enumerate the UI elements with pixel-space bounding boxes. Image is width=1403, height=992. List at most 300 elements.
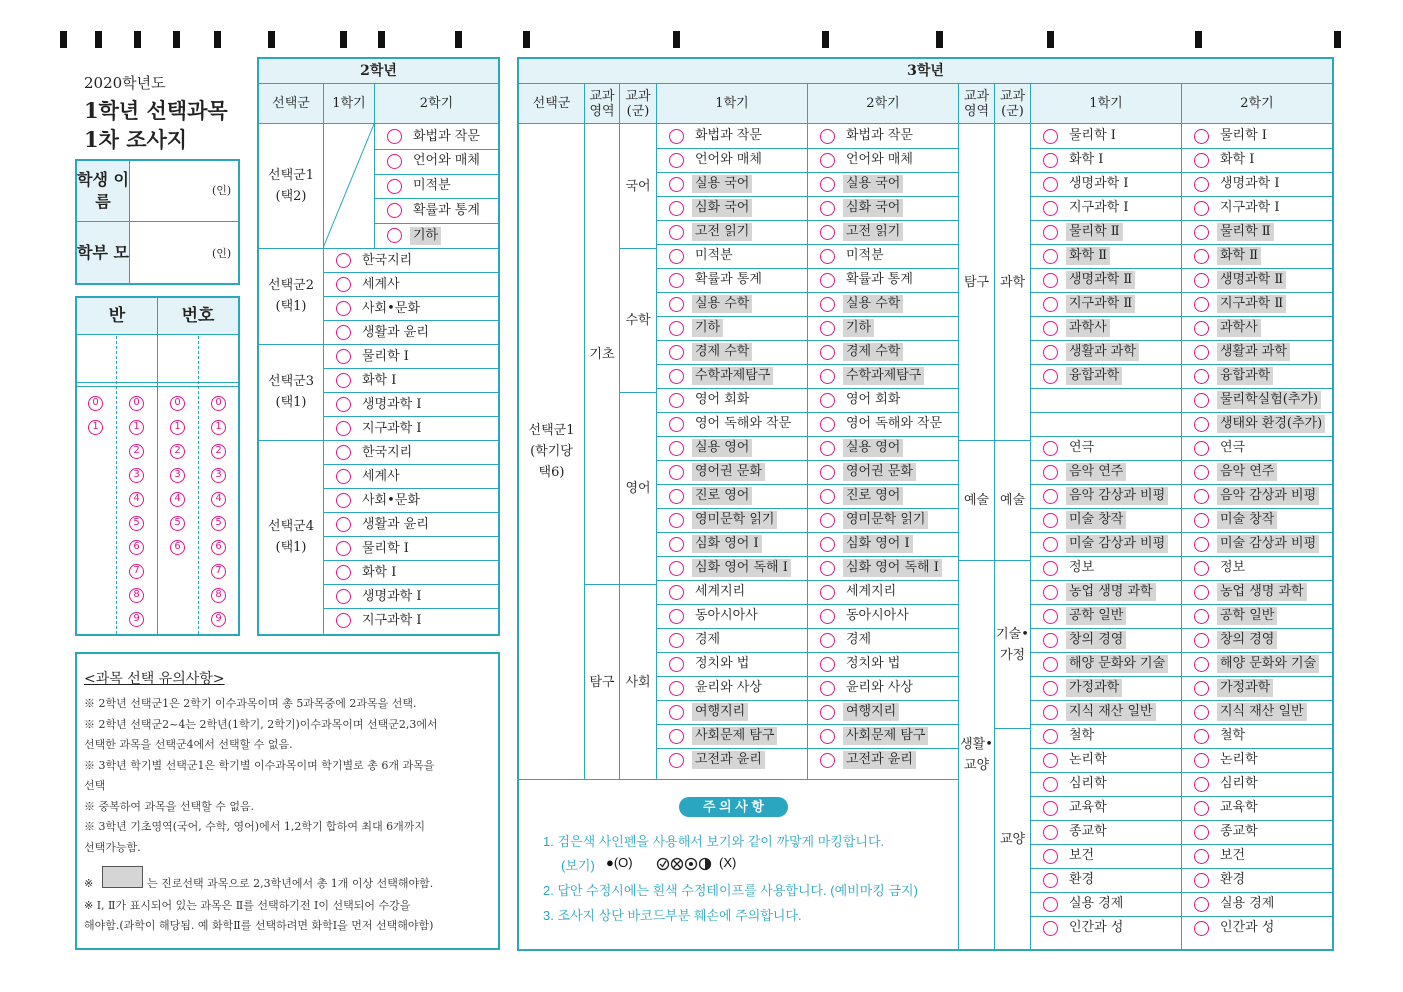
g3-right-sem1-option-bubble[interactable] [1043,225,1058,240]
g3-right-sem2-option[interactable] [1182,724,1332,748]
g2-option[interactable] [324,585,498,609]
g2-option-bubble[interactable] [336,493,351,508]
g3-right-sem1-option-bubble[interactable] [1043,513,1058,528]
g3-sem1-option[interactable] [657,436,807,460]
g3-right-sem1-option[interactable] [1031,268,1181,292]
g3-right-sem2-option[interactable] [1182,292,1332,316]
g2-option[interactable] [375,125,498,149]
g3-sem1-option-bubble[interactable] [669,153,684,168]
g3-right-sem2-option[interactable] [1182,628,1332,652]
g3-right-sem2-option[interactable] [1182,340,1332,364]
g3-right-sem1-option[interactable] [1031,676,1181,700]
g3-right-sem1-option[interactable] [1031,292,1181,316]
omr-bubble-2-8[interactable]: 8 [129,588,144,603]
g3-sem2-option[interactable] [808,508,958,532]
g2-option-bubble[interactable] [336,325,351,340]
g2-option[interactable] [324,561,498,585]
g3-right-sem2-option-bubble[interactable] [1194,153,1209,168]
g3-sem1-option-bubble[interactable] [669,249,684,264]
g3-right-sem1-option-bubble[interactable] [1043,753,1058,768]
g3-sem2-option-bubble[interactable] [820,633,835,648]
g3-right-sem1-option-bubble[interactable] [1043,273,1058,288]
g3-right-sem1-option-bubble[interactable] [1043,561,1058,576]
g3-sem2-option-bubble[interactable] [820,657,835,672]
g3-right-sem1-option-bubble[interactable] [1043,585,1058,600]
g3-right-sem1-option[interactable] [1031,484,1181,508]
omr-bubble-2-0[interactable]: 0 [129,396,144,411]
g3-sem2-option[interactable] [808,316,958,340]
g3-sem2-option[interactable] [808,484,958,508]
g3-sem1-option[interactable] [657,508,807,532]
g3-sem1-option[interactable] [657,724,807,748]
g3-sem2-option[interactable] [808,460,958,484]
g3-sem1-option-bubble[interactable] [669,681,684,696]
g3-sem2-option[interactable] [808,172,958,196]
g2-option-bubble[interactable] [387,203,402,218]
omr-bubble-4-0[interactable]: 0 [211,396,226,411]
g3-right-sem1-option-bubble[interactable] [1043,297,1058,312]
g3-right-sem1-option-bubble[interactable] [1043,489,1058,504]
g3-right-sem1-option[interactable] [1031,916,1181,940]
g3-sem2-option[interactable] [808,436,958,460]
g3-right-sem2-option-bubble[interactable] [1194,921,1209,936]
g2-option-bubble[interactable] [336,421,351,436]
g3-sem2-option[interactable] [808,700,958,724]
g2-option[interactable] [324,513,498,537]
g3-sem2-option[interactable] [808,652,958,676]
g3-sem2-option-bubble[interactable] [820,177,835,192]
g3-right-sem2-option[interactable] [1182,172,1332,196]
g3-sem1-option[interactable] [657,748,807,772]
omr-bubble-4-1[interactable]: 1 [211,420,226,435]
g3-right-sem1-option-bubble[interactable] [1043,345,1058,360]
g3-sem1-option[interactable] [657,412,807,436]
g3-sem2-option-bubble[interactable] [820,585,835,600]
g3-sem1-option-bubble[interactable] [669,513,684,528]
omr-bubble-3-1[interactable]: 1 [170,420,185,435]
g3-right-sem2-option-bubble[interactable] [1194,777,1209,792]
g3-sem1-option[interactable] [657,460,807,484]
g3-right-sem1-option-bubble[interactable] [1043,249,1058,264]
g3-right-sem1-option-bubble[interactable] [1043,801,1058,816]
g3-right-sem1-option[interactable] [1031,628,1181,652]
g3-sem2-option-bubble[interactable] [820,369,835,384]
g3-right-sem2-option[interactable] [1182,844,1332,868]
g2-option-bubble[interactable] [387,129,402,144]
g3-right-sem2-option[interactable] [1182,556,1332,580]
g3-right-sem1-option[interactable] [1031,148,1181,172]
g3-sem1-option-bubble[interactable] [669,345,684,360]
g3-sem1-option-bubble[interactable] [669,201,684,216]
g2-option-bubble[interactable] [387,154,402,169]
g2-option[interactable] [324,465,498,489]
g3-right-sem1-option-bubble[interactable] [1043,705,1058,720]
g3-right-sem1-option-bubble[interactable] [1043,825,1058,840]
g3-right-sem1-option[interactable] [1031,820,1181,844]
g2-option-bubble[interactable] [336,589,351,604]
g3-right-sem1-option[interactable] [1031,580,1181,604]
omr-bubble-4-5[interactable]: 5 [211,516,226,531]
g3-right-sem1-option[interactable] [1031,868,1181,892]
g3-right-sem1-option[interactable] [1031,172,1181,196]
g3-right-sem2-option[interactable] [1182,604,1332,628]
g3-right-sem1-option-bubble[interactable] [1043,177,1058,192]
omr-bubble-2-1[interactable]: 1 [129,420,144,435]
g3-sem2-option[interactable] [808,628,958,652]
g3-sem2-option[interactable] [808,364,958,388]
g2-option-bubble[interactable] [336,469,351,484]
g3-sem1-option-bubble[interactable] [669,633,684,648]
omr-bubble-4-3[interactable]: 3 [211,468,226,483]
g3-right-sem1-option[interactable] [1031,364,1181,388]
g3-sem2-option-bubble[interactable] [820,513,835,528]
g3-sem1-option[interactable] [657,700,807,724]
g3-sem2-option-bubble[interactable] [820,489,835,504]
g3-sem2-option-bubble[interactable] [820,249,835,264]
g3-sem2-option[interactable] [808,604,958,628]
g3-sem1-option[interactable] [657,388,807,412]
g3-sem1-option-bubble[interactable] [669,657,684,672]
g2-option-bubble[interactable] [336,301,351,316]
g3-sem1-option-bubble[interactable] [669,489,684,504]
g3-sem1-option[interactable] [657,556,807,580]
g3-right-sem2-option-bubble[interactable] [1194,297,1209,312]
g3-right-sem2-option-bubble[interactable] [1194,369,1209,384]
g2-option-bubble[interactable] [336,445,351,460]
g3-right-sem2-option[interactable] [1182,772,1332,796]
g3-right-sem2-option[interactable] [1182,268,1332,292]
g3-sem2-option[interactable] [808,580,958,604]
g3-right-sem2-option[interactable] [1182,700,1332,724]
g3-sem2-option[interactable] [808,196,958,220]
g3-sem2-option[interactable] [808,244,958,268]
g3-right-sem2-option[interactable] [1182,508,1332,532]
g2-option[interactable] [375,199,498,223]
g3-right-sem1-option[interactable] [1031,340,1181,364]
g3-right-sem1-option[interactable] [1031,700,1181,724]
g3-right-sem1-option-bubble[interactable] [1043,633,1058,648]
g3-right-sem2-option[interactable] [1182,220,1332,244]
g3-right-sem1-option[interactable] [1031,124,1181,148]
g3-sem2-option-bubble[interactable] [820,297,835,312]
g3-right-sem2-option-bubble[interactable] [1194,897,1209,912]
g3-right-sem1-option[interactable] [1031,892,1181,916]
omr-bubble-3-5[interactable]: 5 [170,516,185,531]
g2-option-bubble[interactable] [336,397,351,412]
g3-right-sem2-option[interactable] [1182,196,1332,220]
g3-right-sem1-option-bubble[interactable] [1043,537,1058,552]
g3-sem2-option[interactable] [808,148,958,172]
g3-right-sem2-option-bubble[interactable] [1194,513,1209,528]
g3-sem2-option-bubble[interactable] [820,321,835,336]
g3-sem1-option-bubble[interactable] [669,129,684,144]
g3-sem2-option-bubble[interactable] [820,417,835,432]
g2-option[interactable] [324,417,498,441]
g3-sem1-option-bubble[interactable] [669,177,684,192]
g3-sem1-option[interactable] [657,484,807,508]
g3-sem1-option[interactable] [657,196,807,220]
number-digit2-field[interactable] [200,336,237,382]
g3-sem2-option-bubble[interactable] [820,153,835,168]
g3-right-sem1-option[interactable] [1031,556,1181,580]
g3-sem1-option-bubble[interactable] [669,417,684,432]
g3-right-sem2-option-bubble[interactable] [1194,705,1209,720]
g2-option[interactable] [324,441,498,465]
g3-right-sem2-option[interactable] [1182,124,1332,148]
g3-sem1-option-bubble[interactable] [669,321,684,336]
g3-sem1-option[interactable] [657,628,807,652]
g3-sem2-option-bubble[interactable] [820,681,835,696]
g3-right-sem2-option-bubble[interactable] [1194,201,1209,216]
omr-bubble-2-7[interactable]: 7 [129,564,144,579]
g3-sem2-option-bubble[interactable] [820,345,835,360]
g3-sem2-option[interactable] [808,748,958,772]
g3-sem1-option-bubble[interactable] [669,609,684,624]
g3-right-sem2-option[interactable] [1182,316,1332,340]
g3-sem1-option[interactable] [657,340,807,364]
g3-sem1-option-bubble[interactable] [669,273,684,288]
g3-right-sem2-option[interactable] [1182,820,1332,844]
g3-right-sem1-option[interactable] [1031,748,1181,772]
g3-right-sem2-option[interactable] [1182,388,1332,412]
g2-option[interactable] [324,345,498,369]
g3-right-sem2-option-bubble[interactable] [1194,177,1209,192]
omr-bubble-3-2[interactable]: 2 [170,444,185,459]
omr-bubble-1-1[interactable]: 1 [88,420,103,435]
g2-option-bubble[interactable] [336,541,351,556]
g3-right-sem1-option-bubble[interactable] [1043,321,1058,336]
g3-sem1-option[interactable] [657,676,807,700]
g2-option[interactable] [324,489,498,513]
g3-right-sem2-option[interactable] [1182,412,1332,436]
g2-option-bubble[interactable] [387,228,402,243]
g3-sem1-option[interactable] [657,652,807,676]
g2-option[interactable] [324,273,498,297]
g3-sem1-option-bubble[interactable] [669,369,684,384]
g3-right-sem2-option[interactable] [1182,460,1332,484]
g3-sem1-option-bubble[interactable] [669,585,684,600]
g3-sem1-option[interactable] [657,364,807,388]
g3-right-sem2-option-bubble[interactable] [1194,657,1209,672]
g2-option-bubble[interactable] [336,253,351,268]
g2-option[interactable] [324,369,498,393]
g3-right-sem1-option-bubble[interactable] [1043,849,1058,864]
g3-sem2-option-bubble[interactable] [820,609,835,624]
g3-right-sem1-option[interactable] [1031,772,1181,796]
omr-bubble-4-6[interactable]: 6 [211,540,226,555]
g3-right-sem2-option-bubble[interactable] [1194,537,1209,552]
omr-bubble-3-6[interactable]: 6 [170,540,185,555]
g3-right-sem1-option-bubble[interactable] [1043,465,1058,480]
g3-right-sem2-option-bubble[interactable] [1194,849,1209,864]
g3-sem2-option[interactable] [808,676,958,700]
g3-right-sem1-option[interactable] [1031,604,1181,628]
g3-right-sem1-option-bubble[interactable] [1043,657,1058,672]
g2-option[interactable] [375,149,498,173]
g3-right-sem1-option-bubble[interactable] [1043,201,1058,216]
g3-right-sem1-option[interactable] [1031,436,1181,460]
g3-sem1-option[interactable] [657,220,807,244]
g3-sem1-option-bubble[interactable] [669,225,684,240]
g3-sem2-option[interactable] [808,556,958,580]
g2-option[interactable] [375,174,498,198]
g3-sem2-option[interactable] [808,532,958,556]
g3-right-sem2-option-bubble[interactable] [1194,489,1209,504]
g3-right-sem1-option[interactable] [1031,796,1181,820]
g3-sem2-option[interactable] [808,268,958,292]
g3-right-sem1-option-bubble[interactable] [1043,777,1058,792]
g3-sem1-option[interactable] [657,604,807,628]
g3-right-sem2-option-bubble[interactable] [1194,561,1209,576]
omr-bubble-2-5[interactable]: 5 [129,516,144,531]
g2-option[interactable] [375,224,498,248]
g3-sem1-option[interactable] [657,244,807,268]
g3-right-sem1-option[interactable] [1031,316,1181,340]
g3-right-sem1-option-bubble[interactable] [1043,441,1058,456]
g3-right-sem1-option-bubble[interactable] [1043,729,1058,744]
g3-sem2-option[interactable] [808,124,958,148]
omr-bubble-2-2[interactable]: 2 [129,444,144,459]
g3-sem2-option[interactable] [808,388,958,412]
g3-right-sem2-option[interactable] [1182,916,1332,940]
g3-sem2-option-bubble[interactable] [820,753,835,768]
g3-right-sem2-option[interactable] [1182,148,1332,172]
class-digit1-field[interactable] [78,336,116,382]
g3-right-sem2-option-bubble[interactable] [1194,273,1209,288]
g2-option-bubble[interactable] [336,373,351,388]
g2-option[interactable] [324,537,498,561]
g3-right-sem2-option-bubble[interactable] [1194,873,1209,888]
omr-bubble-2-3[interactable]: 3 [129,468,144,483]
g3-right-sem1-option[interactable] [1031,220,1181,244]
g3-sem2-option-bubble[interactable] [820,273,835,288]
g3-right-sem2-option-bubble[interactable] [1194,801,1209,816]
g3-right-sem1-option[interactable] [1031,652,1181,676]
g3-right-sem2-option[interactable] [1182,892,1332,916]
g3-sem1-option[interactable] [657,268,807,292]
g3-sem1-option[interactable] [657,172,807,196]
omr-bubble-4-4[interactable]: 4 [211,492,226,507]
g3-right-sem2-option-bubble[interactable] [1194,129,1209,144]
g3-sem2-option-bubble[interactable] [820,201,835,216]
g2-option-bubble[interactable] [336,565,351,580]
g2-option[interactable] [324,609,498,633]
g3-right-sem2-option[interactable] [1182,748,1332,772]
g3-sem1-option[interactable] [657,580,807,604]
omr-bubble-2-6[interactable]: 6 [129,540,144,555]
g3-right-sem1-option-bubble[interactable] [1043,897,1058,912]
g3-sem1-option-bubble[interactable] [669,705,684,720]
omr-bubble-4-9[interactable]: 9 [211,612,226,627]
g3-sem2-option[interactable] [808,292,958,316]
g3-right-sem1-option-bubble[interactable] [1043,129,1058,144]
g3-sem1-option-bubble[interactable] [669,465,684,480]
g3-right-sem1-option[interactable] [1031,244,1181,268]
g3-right-sem1-option[interactable] [1031,508,1181,532]
g3-right-sem2-option-bubble[interactable] [1194,753,1209,768]
g3-right-sem1-option[interactable] [1031,844,1181,868]
g3-right-sem2-option-bubble[interactable] [1194,465,1209,480]
g3-right-sem2-option[interactable] [1182,244,1332,268]
number-digit1-field[interactable] [159,336,197,382]
omr-bubble-4-7[interactable]: 7 [211,564,226,579]
omr-bubble-3-0[interactable]: 0 [170,396,185,411]
g3-right-sem2-option-bubble[interactable] [1194,417,1209,432]
omr-bubble-4-2[interactable]: 2 [211,444,226,459]
g2-option-bubble[interactable] [336,517,351,532]
g3-right-sem2-option-bubble[interactable] [1194,321,1209,336]
g3-sem2-option[interactable] [808,724,958,748]
g3-right-sem1-option-bubble[interactable] [1043,873,1058,888]
g3-right-sem2-option-bubble[interactable] [1194,393,1209,408]
g3-sem2-option-bubble[interactable] [820,561,835,576]
g3-right-sem2-option-bubble[interactable] [1194,585,1209,600]
g3-sem1-option-bubble[interactable] [669,393,684,408]
g3-sem2-option-bubble[interactable] [820,393,835,408]
g3-right-sem1-option[interactable] [1031,532,1181,556]
omr-bubble-3-3[interactable]: 3 [170,468,185,483]
g3-sem2-option-bubble[interactable] [820,441,835,456]
g3-right-sem2-option[interactable] [1182,580,1332,604]
class-digit2-field[interactable] [118,336,156,382]
g3-sem2-option-bubble[interactable] [820,225,835,240]
g3-right-sem2-option[interactable] [1182,436,1332,460]
g3-sem1-option[interactable] [657,532,807,556]
g3-sem1-option-bubble[interactable] [669,297,684,312]
g2-option[interactable] [324,297,498,321]
g3-right-sem2-option-bubble[interactable] [1194,633,1209,648]
g3-right-sem2-option[interactable] [1182,484,1332,508]
g3-right-sem1-option-bubble[interactable] [1043,681,1058,696]
g3-right-sem2-option[interactable] [1182,652,1332,676]
g2-option[interactable] [324,249,498,273]
g2-option-bubble[interactable] [336,349,351,364]
g3-sem2-option[interactable] [808,340,958,364]
g3-right-sem1-option-bubble[interactable] [1043,921,1058,936]
g3-sem1-option-bubble[interactable] [669,537,684,552]
g3-sem1-option[interactable] [657,124,807,148]
g3-right-sem2-option-bubble[interactable] [1194,441,1209,456]
g3-sem2-option-bubble[interactable] [820,537,835,552]
omr-bubble-1-0[interactable]: 0 [88,396,103,411]
omr-bubble-2-9[interactable]: 9 [129,612,144,627]
g3-right-sem1-option-bubble[interactable] [1043,369,1058,384]
g3-sem2-option-bubble[interactable] [820,705,835,720]
g2-option[interactable] [324,393,498,417]
g3-sem2-option-bubble[interactable] [820,465,835,480]
g3-sem1-option-bubble[interactable] [669,441,684,456]
g3-sem2-option[interactable] [808,220,958,244]
g3-right-sem2-option-bubble[interactable] [1194,729,1209,744]
g3-right-sem1-option[interactable] [1031,460,1181,484]
g3-right-sem1-option[interactable] [1031,724,1181,748]
g3-right-sem2-option[interactable] [1182,364,1332,388]
g2-option[interactable] [324,321,498,345]
omr-bubble-3-4[interactable]: 4 [170,492,185,507]
g3-right-sem2-option-bubble[interactable] [1194,825,1209,840]
omr-bubble-4-8[interactable]: 8 [211,588,226,603]
g3-right-sem2-option-bubble[interactable] [1194,681,1209,696]
g3-sem1-option[interactable] [657,292,807,316]
g2-option-bubble[interactable] [336,613,351,628]
g3-right-sem2-option[interactable] [1182,796,1332,820]
g3-sem1-option-bubble[interactable] [669,753,684,768]
g3-right-sem2-option-bubble[interactable] [1194,609,1209,624]
g3-right-sem2-option-bubble[interactable] [1194,249,1209,264]
g3-sem1-option[interactable] [657,316,807,340]
g3-right-sem2-option-bubble[interactable] [1194,345,1209,360]
g3-sem2-option-bubble[interactable] [820,129,835,144]
